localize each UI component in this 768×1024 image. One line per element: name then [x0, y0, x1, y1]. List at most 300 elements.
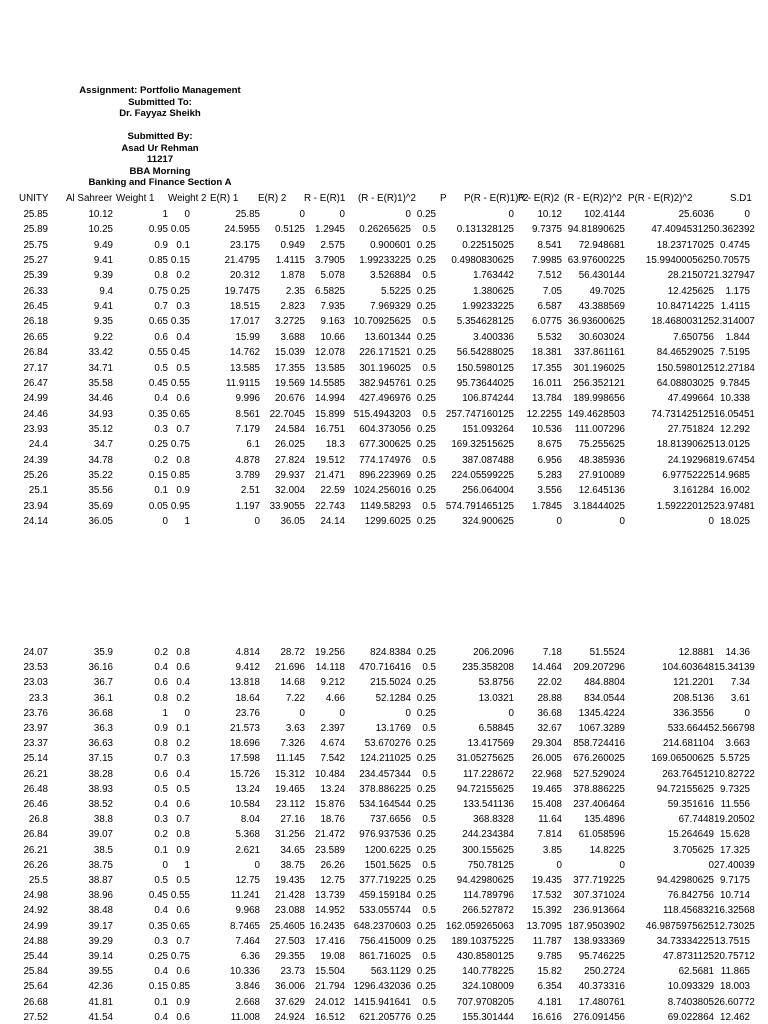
table-cell: 0.6	[176, 966, 190, 978]
table-cell: 0.25	[416, 692, 436, 704]
table-cell: 63.97600225	[567, 255, 625, 267]
table-cell: 35.22	[88, 469, 113, 481]
table-cell: 9.4	[99, 285, 113, 297]
table-cell: 0.6	[176, 662, 190, 674]
table-cell: 0.6	[176, 393, 190, 405]
table-cell: 0.5	[422, 996, 436, 1008]
table-cell: 14.118	[315, 662, 345, 674]
table-cell: 13.739	[315, 890, 345, 902]
table-cell: 12.645136	[578, 485, 625, 497]
table-cell: 13.7095	[526, 920, 562, 932]
table-cell: 17.355	[275, 362, 305, 374]
table-cell: 18.64	[235, 692, 260, 704]
table-cell: 7.5195	[720, 347, 750, 359]
table-cell: 39.14	[88, 951, 113, 962]
table-cell: 382.945761	[359, 377, 411, 389]
table-cell: 25.85	[23, 209, 48, 220]
table-cell: 8.04	[240, 814, 260, 826]
column-header: UNITY	[19, 193, 49, 204]
table-cell: 47.499664	[667, 393, 714, 405]
table-cell: 22.59	[320, 485, 345, 497]
table-cell: 0.25	[170, 285, 190, 297]
table-cell: 27.40039	[714, 859, 755, 871]
table-cell: 15.039	[275, 347, 305, 359]
table-cell: 61.058596	[578, 829, 625, 841]
table-cell: 1.99233225	[359, 255, 411, 267]
table-cell: 7.464	[235, 935, 260, 947]
table-cell: 0.8	[176, 454, 190, 466]
table-cell: 124.211025	[359, 753, 411, 765]
table-cell: 7.969329	[370, 301, 411, 313]
table-cell: 16.2435	[309, 920, 345, 932]
table-cell: 0.8	[154, 692, 168, 704]
table-cell: 1	[162, 209, 168, 220]
table-cell: 0.45	[148, 890, 168, 902]
table-cell: 7.22	[285, 692, 305, 704]
table-cell: 250.2724	[584, 966, 625, 978]
table-cell: 35.56	[88, 485, 113, 497]
table-row	[0, 798, 768, 811]
table-cell: 0.3	[154, 935, 168, 947]
table-cell: 11.008	[230, 1011, 260, 1023]
table-cell: 11.64	[538, 814, 562, 826]
table-cell: 35.58	[88, 377, 113, 389]
table-cell: 12.078	[315, 347, 345, 359]
table-cell: 20.676	[275, 393, 305, 405]
table-header-row	[0, 192, 768, 205]
table-cell: 533.66445	[667, 723, 714, 734]
table-cell: 7.542	[320, 753, 345, 765]
table-cell: 0.25	[416, 331, 436, 343]
table-cell: 0.5	[154, 875, 168, 886]
table-cell: 0.949	[280, 239, 305, 251]
table-row	[0, 377, 768, 390]
table-cell: 0.5	[176, 875, 190, 886]
table-cell: 28.88	[537, 692, 562, 704]
table-cell: 0.8	[176, 829, 190, 841]
table-cell: 2.668	[235, 996, 260, 1008]
table-cell: 36.7	[93, 677, 113, 689]
table-cell: 0	[744, 209, 750, 220]
table-cell: 10.84714225	[656, 301, 714, 313]
table-cell: 84.46529025	[656, 347, 714, 359]
table-cell: 1.844	[725, 331, 750, 343]
table-cell: 5.283	[537, 469, 562, 481]
table-cell: 1.763442	[473, 270, 514, 282]
table-cell: 206.2096	[473, 647, 514, 658]
table-cell: 0.70575	[714, 255, 750, 267]
table-cell: 26.45	[23, 301, 48, 313]
assignment-header	[40, 85, 280, 120]
table-cell: 10.66	[320, 331, 345, 343]
table-cell: 6.36	[240, 951, 260, 962]
table-cell: 9.785	[537, 951, 562, 962]
table-row	[0, 935, 768, 948]
table-cell: 0.25	[416, 393, 436, 405]
table-cell: 38.75	[88, 859, 113, 871]
table-cell: 6.1	[246, 439, 260, 451]
table-cell: 9.996	[235, 393, 260, 405]
table-cell: 38.93	[88, 783, 113, 795]
table-cell: 0.5125	[275, 224, 305, 236]
table-cell: 25.27	[23, 255, 48, 267]
table-cell: 368.8328	[473, 814, 514, 826]
table-cell: 26.025	[275, 439, 305, 451]
table-cell: 38.87	[88, 875, 113, 886]
table-cell: 94.72155625	[456, 783, 514, 795]
table-cell: 4.814	[235, 647, 260, 658]
table-cell: 0.45	[170, 347, 190, 359]
table-cell: 0.5	[422, 500, 436, 512]
table-row	[0, 965, 768, 978]
table-cell: 43.388569	[578, 301, 625, 313]
table-cell: 121.2201	[673, 677, 714, 689]
table-cell: 31.256	[275, 829, 305, 841]
table-cell: 13.24	[235, 783, 260, 795]
table-cell: 189.998656	[573, 393, 625, 405]
table-cell: 18.515	[230, 301, 260, 313]
table-cell: 15.82	[537, 966, 562, 978]
table-cell: 1067.3289	[578, 723, 625, 734]
table-cell: 0.5	[176, 783, 190, 795]
table-cell: 9.35	[93, 316, 113, 328]
table-cell: 4.674	[320, 738, 345, 750]
table-cell: 27.16	[280, 814, 305, 826]
table-cell: 430.8580125	[456, 951, 514, 962]
table-cell: 1200.6225	[364, 844, 411, 856]
table-cell: 0.95	[148, 224, 168, 236]
table-cell: 21.472	[315, 829, 345, 841]
table-cell: 25.89	[23, 224, 48, 236]
table-cell: 774.174976	[359, 454, 411, 466]
table-cell: 0	[619, 516, 625, 527]
table-cell: 12.292	[720, 423, 750, 435]
table-cell: 2.314007	[714, 316, 755, 328]
table-cell: 18.76	[320, 814, 345, 826]
table-cell: 0.2	[154, 454, 168, 466]
table-row	[0, 515, 768, 528]
table-cell: 36.16	[88, 662, 113, 674]
table-cell: 13.585	[315, 362, 345, 374]
table-cell: 378.886225	[359, 783, 411, 795]
table-cell: 0.5	[422, 859, 436, 871]
table-cell: 19.08	[320, 951, 345, 962]
table-cell: 23.53	[23, 662, 48, 674]
table-cell: 1024.256016	[353, 485, 411, 497]
table-cell: 976.937536	[359, 829, 411, 841]
table-cell: 23.73	[280, 966, 305, 978]
table-cell: 189.10375225	[451, 935, 514, 947]
table-cell: 14.952	[315, 905, 345, 917]
table-cell: 26.26	[23, 859, 48, 871]
table-cell: 1	[184, 859, 190, 871]
table-cell: 23.175	[230, 239, 260, 251]
table-cell: 24.5955	[224, 224, 260, 236]
table-cell: 337.861161	[573, 347, 625, 359]
table-cell: 29.304	[532, 738, 562, 750]
table-cell: 0.75	[170, 439, 190, 451]
table-cell: 750.78125	[467, 859, 514, 871]
assignment-title: Assignment: Portfolio Management	[79, 85, 241, 96]
table-cell: 6.58845	[478, 723, 514, 734]
column-header: (R - E(R)1)^2	[358, 193, 416, 204]
table-cell: 114.789796	[462, 890, 514, 902]
table-cell: 26.21	[23, 768, 48, 780]
table-row	[0, 980, 768, 993]
table-cell: 15.628	[720, 829, 750, 841]
table-cell: 23.589	[315, 844, 345, 856]
table-cell: 0.7	[176, 935, 190, 947]
table-row	[0, 768, 768, 781]
table-cell: 10.12	[537, 209, 562, 220]
table-cell: 0.7	[154, 753, 168, 765]
table-cell: 0.05	[170, 224, 190, 236]
table-cell: 276.091456	[573, 1011, 625, 1023]
table-cell: 1415.941641	[353, 996, 411, 1008]
table-cell: 0.25	[416, 920, 436, 932]
table-row	[0, 438, 768, 451]
table-cell: 0	[744, 707, 750, 719]
instructor-name: Dr. Fayyaz Sheikh	[119, 108, 201, 120]
table-cell: 104.603648	[662, 662, 714, 674]
table-cell: 6.956	[537, 454, 562, 466]
column-header: E(R) 2	[258, 193, 287, 204]
table-cell: 62.5681	[678, 966, 714, 978]
table-cell: 1149.58293	[359, 500, 411, 512]
table-cell: 3.63	[285, 723, 305, 734]
table-cell: 527.529024	[573, 768, 625, 780]
table-cell: 256.352121	[573, 377, 625, 389]
table-cell: 0.4	[176, 331, 190, 343]
table-cell: 237.406464	[573, 799, 625, 810]
table-cell: 677.300625	[359, 439, 411, 451]
table-cell: 17.416	[315, 935, 345, 947]
table-cell: 0.2	[154, 647, 168, 658]
table-cell: 20.312	[230, 270, 260, 282]
table-cell: 25.44	[23, 951, 48, 962]
table-cell: 26.47	[23, 377, 48, 389]
table-cell: 26.84	[23, 829, 48, 841]
table-cell: 27.751824	[667, 423, 714, 435]
table-row	[0, 331, 768, 344]
table-cell: 38.75	[280, 859, 305, 871]
table-cell: 226.171521	[359, 347, 411, 359]
table-cell: 15.408	[532, 799, 562, 810]
table-cell: 0.35	[148, 920, 168, 932]
table-cell: 0.55	[148, 347, 168, 359]
table-cell: 0.4	[154, 1011, 168, 1023]
table-cell: 0	[339, 209, 345, 220]
table-cell: 21.794	[315, 981, 345, 993]
table-cell: 2.51	[240, 485, 260, 497]
table-row	[0, 469, 768, 482]
section-name: Banking and Finance Section A	[88, 177, 232, 189]
table-cell: 37.629	[275, 996, 305, 1008]
table-cell: 0.2	[176, 270, 190, 282]
table-cell: 0.25	[416, 255, 436, 267]
table-cell: 26.65	[23, 331, 48, 343]
table-cell: 41.81	[88, 996, 113, 1008]
table-cell: 19.512	[315, 454, 345, 466]
table-cell: 16.05451	[714, 408, 755, 420]
table-cell: 10.484	[315, 768, 345, 780]
table-cell: 0.25	[416, 829, 436, 841]
table-cell: 387.087488	[462, 454, 514, 466]
table-cell: 26.21	[23, 844, 48, 856]
table-cell: 5.5225	[381, 285, 411, 297]
table-cell: 0.25	[416, 439, 436, 451]
table-cell: 23.97	[23, 723, 48, 734]
table-cell: 5.354628125	[456, 316, 514, 328]
table-cell: 2.621	[235, 844, 260, 856]
table-cell: 30.603024	[578, 331, 625, 343]
table-cell: 16.512	[315, 1011, 345, 1023]
table-cell: 8.561	[235, 408, 260, 420]
table-cell: 27.503	[275, 935, 305, 947]
table-cell: 0.5	[422, 951, 436, 962]
table-cell: 9.22	[93, 331, 113, 343]
table-cell: 0	[184, 209, 190, 220]
table-cell: 1.7845	[532, 500, 562, 512]
table-cell: 47.8731125	[662, 951, 714, 962]
table-cell: 0	[162, 859, 168, 871]
table-cell: 0.95	[170, 500, 190, 512]
table-cell: 39.07	[88, 829, 113, 841]
table-cell: 36.1	[93, 692, 113, 704]
table-cell: 28.215072	[667, 270, 714, 282]
table-cell: 24.924	[275, 1011, 305, 1023]
table-cell: 0.25	[416, 981, 436, 993]
table-cell: 18.381	[532, 347, 562, 359]
table-cell: 224.05599225	[451, 469, 514, 481]
table-row	[0, 950, 768, 963]
table-cell: 459.159184	[359, 890, 411, 902]
table-row	[0, 362, 768, 375]
table-cell: 22.02	[537, 677, 562, 689]
table-cell: 18.3	[325, 439, 345, 451]
table-cell: 13.784	[532, 393, 562, 405]
table-cell: 14.762	[230, 347, 260, 359]
table-cell: 0.5	[422, 768, 436, 780]
table-cell: 0.9	[176, 485, 190, 497]
table-cell: 23.93	[23, 423, 48, 435]
column-header: R - E(R)2	[518, 193, 560, 204]
table-cell: 10.584	[230, 799, 260, 810]
table-cell: 1	[184, 516, 190, 527]
table-cell: 2.823	[280, 301, 305, 313]
table-cell: 3.846	[235, 981, 260, 993]
table-cell: 32.004	[275, 485, 305, 497]
table-cell: 0.4	[176, 768, 190, 780]
table-cell: 138.933369	[573, 935, 625, 947]
table-cell: 15.876	[315, 799, 345, 810]
table-cell: 23.088	[275, 905, 305, 917]
table-cell: 3.85	[542, 844, 562, 856]
table-cell: 12.73025	[714, 920, 755, 932]
table-cell: 15.899	[315, 408, 345, 420]
table-cell: 106.874244	[462, 393, 514, 405]
table-cell: 0.8	[154, 738, 168, 750]
table-cell: 324.108009	[462, 981, 514, 993]
table-cell: 0.9	[176, 844, 190, 856]
table-cell: 0.9	[154, 239, 168, 251]
table-cell: 2.575	[320, 239, 345, 251]
table-cell: 0.7	[176, 423, 190, 435]
table-cell: 36.68	[88, 707, 113, 719]
table-cell: 707.9708205	[456, 996, 514, 1008]
table-cell: 0.9	[176, 996, 190, 1008]
table-cell: 0.5	[422, 723, 436, 734]
table-cell: 3.61	[730, 692, 750, 704]
table-cell: 834.0544	[584, 692, 625, 704]
table-cell: 25.85	[235, 209, 260, 220]
table-cell: 208.5136	[673, 692, 714, 704]
table-cell: 0.65	[170, 920, 190, 932]
table-cell: 24.14	[23, 516, 48, 527]
table-cell: 0.4	[176, 677, 190, 689]
table-cell: 0.55	[170, 890, 190, 902]
table-cell: 470.716416	[359, 662, 411, 674]
table-cell: 0.25	[148, 439, 168, 451]
table-cell: 23.97481	[714, 500, 755, 512]
table-cell: 24.92	[23, 905, 48, 917]
table-cell: 0	[556, 859, 562, 871]
table-cell: 0	[508, 707, 514, 719]
table-cell: 13.585	[230, 362, 260, 374]
table-cell: 25.1	[28, 485, 48, 497]
table-cell: 26.18	[23, 316, 48, 328]
table-cell: 35.9	[93, 647, 113, 658]
table-cell: 5.078	[320, 270, 345, 282]
table-cell: 111.007296	[574, 423, 625, 435]
table-cell: 824.8384	[370, 647, 411, 658]
table-cell: 378.886225	[573, 783, 625, 795]
table-cell: 21.696	[275, 662, 305, 674]
table-cell: 0.4	[154, 799, 168, 810]
table-cell: 234.457344	[359, 768, 411, 780]
table-cell: 9.163	[320, 316, 345, 328]
table-cell: 21.573	[230, 723, 260, 734]
table-cell: 6.354	[537, 981, 562, 993]
table-row	[0, 254, 768, 267]
table-cell: 0.35	[170, 316, 190, 328]
table-cell: 0.25	[416, 285, 436, 297]
table-cell: 0.6	[154, 331, 168, 343]
table-cell: 53.8756	[478, 677, 514, 689]
table-cell: 0.1	[154, 844, 168, 856]
table-cell: 0	[184, 707, 190, 719]
table-cell: 0.5	[154, 362, 168, 374]
table-row	[0, 874, 768, 887]
table-cell: 676.260025	[573, 753, 625, 765]
table-cell: 21.428	[275, 890, 305, 902]
table-cell: 8.541	[537, 239, 562, 251]
table-cell: 4.66	[325, 692, 345, 704]
table-cell: 9.41	[93, 255, 113, 267]
table-cell: 23.76	[23, 707, 48, 719]
column-header: Al Sahreer	[66, 193, 113, 204]
table-row	[0, 752, 768, 765]
table-cell: 18.696	[230, 738, 260, 750]
table-cell: 53.670276	[364, 738, 411, 750]
table-cell: 0.5	[422, 270, 436, 282]
table-row	[0, 996, 768, 1009]
table-row	[0, 315, 768, 328]
table-cell: 621.205776	[359, 1011, 411, 1023]
table-cell: 0	[405, 209, 411, 220]
table-cell: 9.41	[93, 301, 113, 313]
table-cell: 29.937	[275, 469, 305, 481]
